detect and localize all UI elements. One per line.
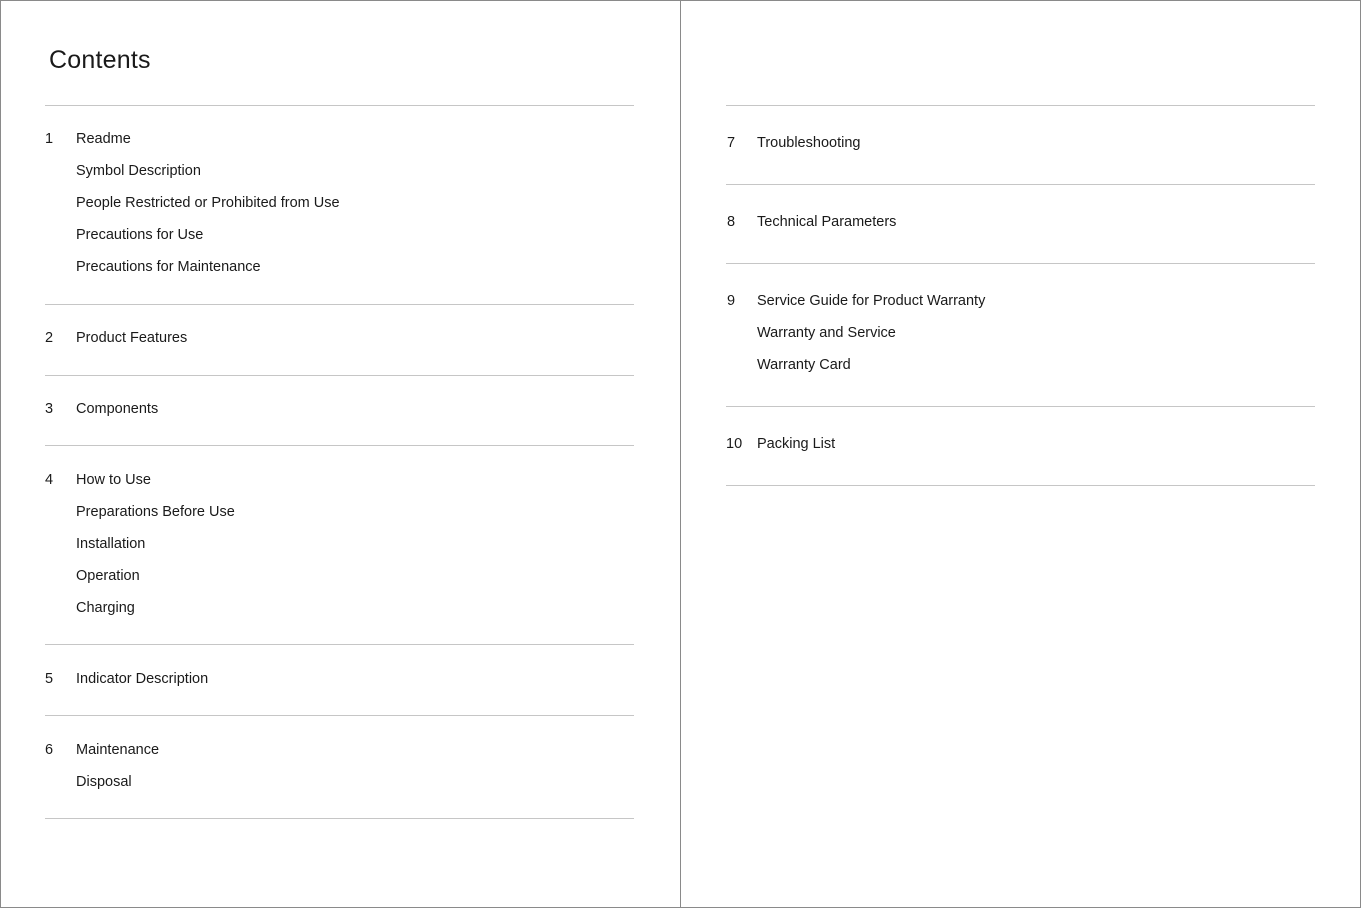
- section-number: 3: [45, 401, 54, 417]
- section-number: 4: [45, 472, 54, 488]
- section-number: 5: [45, 671, 54, 687]
- divider: [726, 184, 1315, 185]
- divider: [45, 715, 634, 716]
- divider: [45, 304, 634, 305]
- section-number: 1: [45, 131, 54, 147]
- section-number: 7: [727, 135, 736, 151]
- toc-entry-preparations-before-use[interactable]: Preparations Before Use: [76, 504, 235, 520]
- toc-entry-packing-list[interactable]: Packing List: [757, 436, 836, 452]
- toc-entry-precautions-for-maintenance[interactable]: Precautions for Maintenance: [76, 259, 261, 275]
- toc-entry-warranty-card[interactable]: Warranty Card: [757, 357, 851, 373]
- toc-entry-operation[interactable]: Operation: [76, 568, 140, 584]
- divider: [45, 818, 634, 819]
- divider: [726, 406, 1315, 407]
- toc-entry-how-to-use[interactable]: How to Use: [76, 472, 151, 488]
- divider: [726, 263, 1315, 264]
- divider: [726, 105, 1315, 106]
- toc-entry-service-guide[interactable]: Service Guide for Product Warranty: [757, 293, 986, 309]
- toc-entry-charging[interactable]: Charging: [76, 600, 135, 616]
- toc-entry-product-features[interactable]: Product Features: [76, 330, 188, 346]
- toc-entry-installation[interactable]: Installation: [76, 536, 146, 552]
- page-title: Contents: [49, 46, 151, 74]
- section-number: 2: [45, 330, 54, 346]
- section-number: 8: [727, 214, 736, 230]
- divider: [45, 644, 634, 645]
- toc-entry-warranty-and-service[interactable]: Warranty and Service: [757, 325, 896, 341]
- toc-entry-technical-parameters[interactable]: Technical Parameters: [757, 214, 897, 230]
- divider: [45, 105, 634, 106]
- toc-entry-troubleshooting[interactable]: Troubleshooting: [757, 135, 861, 151]
- section-number: 9: [727, 293, 736, 309]
- section-number: 6: [45, 742, 54, 758]
- toc-entry-disposal[interactable]: Disposal: [76, 774, 132, 790]
- section-number: 10: [726, 436, 743, 452]
- toc-entry-maintenance[interactable]: Maintenance: [76, 742, 160, 758]
- divider: [45, 445, 634, 446]
- toc-entry-components[interactable]: Components: [76, 401, 159, 417]
- toc-entry-readme[interactable]: Readme: [76, 131, 131, 147]
- toc-entry-symbol-description[interactable]: Symbol Description: [76, 163, 201, 179]
- page-spine-divider: [680, 0, 681, 908]
- toc-entry-people-restricted[interactable]: People Restricted or Prohibited from Use: [76, 195, 340, 211]
- toc-entry-indicator-description[interactable]: Indicator Description: [76, 671, 209, 687]
- divider: [726, 485, 1315, 486]
- toc-entry-precautions-for-use[interactable]: Precautions for Use: [76, 227, 204, 243]
- divider: [45, 375, 634, 376]
